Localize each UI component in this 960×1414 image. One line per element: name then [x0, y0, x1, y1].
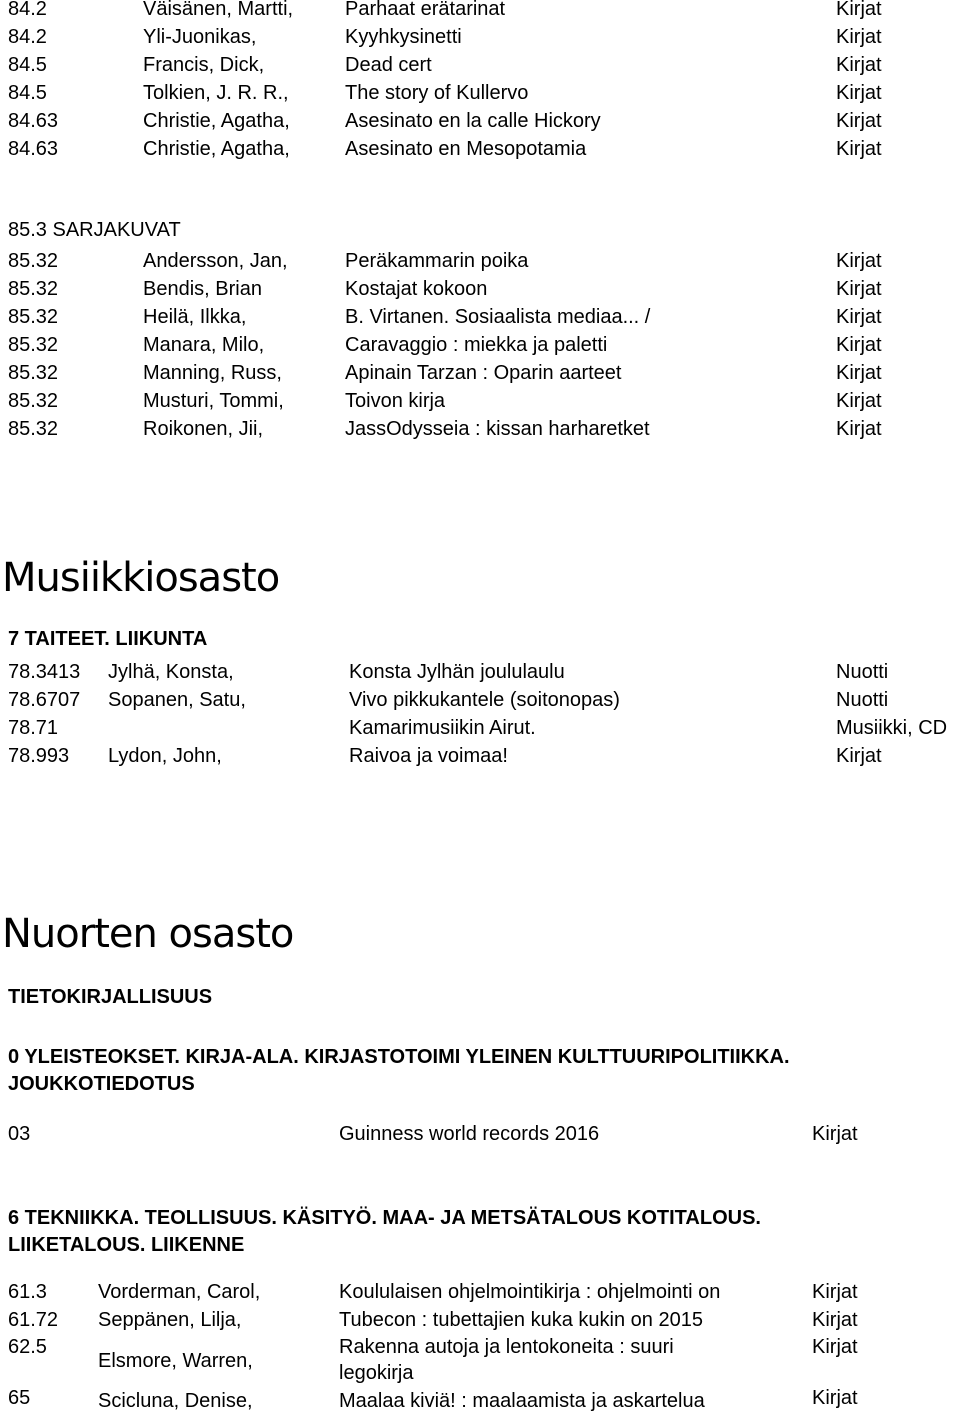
- class-code: 85.32: [8, 250, 59, 272]
- table-row: [0, 715, 960, 741]
- material-type: Kirjat: [836, 306, 882, 328]
- material-type: Kirjat: [812, 1336, 858, 1358]
- section-heading-taiteet: 7 TAITEET. LIIKUNTA: [8, 628, 208, 650]
- table-row: [0, 1385, 960, 1411]
- class-code: 84.63: [8, 138, 59, 160]
- material-type: Kirjat: [836, 54, 882, 76]
- title: Guinness world records 2016: [339, 1123, 600, 1145]
- table-row: [0, 136, 960, 162]
- author: Yli-Juonikas,: [143, 26, 257, 48]
- class-code: 03: [8, 1123, 31, 1145]
- material-type: Kirjat: [836, 26, 882, 48]
- title: Apinain Tarzan : Oparin aarteet: [345, 362, 622, 384]
- author: Väisänen, Martti,: [143, 0, 294, 20]
- author: Seppänen, Lilja,: [98, 1309, 242, 1331]
- class-code: 84.5: [8, 54, 47, 76]
- class-code: 61.72: [8, 1309, 59, 1331]
- material-type: Kirjat: [812, 1387, 858, 1409]
- title: Konsta Jylhän joululaulu: [349, 661, 565, 683]
- title: The story of Kullervo: [345, 82, 529, 104]
- class-code: 85.32: [8, 278, 59, 300]
- title: Parhaat erätarinat: [345, 0, 506, 20]
- section-heading-tekniikka: 6 TEKNIIKKA. TEOLLISUUS. KÄSITYÖ. MAA- JA METSÄTALOUS KOTITALOUS. LIIKETALOUS. LIIKENNE: [8, 1207, 761, 1256]
- material-type: Kirjat: [836, 250, 882, 272]
- class-code: 84.2: [8, 0, 47, 20]
- title: Toivon kirja: [345, 390, 446, 412]
- section-heading-tieto: TIETOKIRJALLISUUS: [8, 986, 213, 1008]
- title: Dead cert: [345, 54, 432, 76]
- title: Asesinato en la calle Hickory: [345, 110, 601, 132]
- table-row: [0, 659, 960, 685]
- title: Koululaisen ohjelmointikirja : ohjelmointi on: [339, 1281, 721, 1303]
- material-type: Kirjat: [836, 334, 882, 356]
- title: Raivoa ja voimaa!: [349, 745, 508, 767]
- class-code: 62.5: [8, 1336, 47, 1358]
- table-row: [0, 388, 960, 414]
- class-code: 78.71: [8, 717, 59, 739]
- author: Heilä, Ilkka,: [143, 306, 247, 328]
- table-row: [0, 1307, 960, 1333]
- material-type: Kirjat: [836, 138, 882, 160]
- title: Maalaa kiviä! : maalaamista ja askartelua: [339, 1390, 705, 1412]
- material-type: Nuotti: [836, 661, 889, 683]
- class-code: 78.6707: [8, 689, 81, 711]
- title: Kostajat kokoon: [345, 278, 488, 300]
- title: Caravaggio : miekka ja paletti: [345, 334, 608, 356]
- class-code: 85.32: [8, 306, 59, 328]
- material-type: Kirjat: [836, 82, 882, 104]
- table-row: [0, 1334, 960, 1390]
- class-code: 84.63: [8, 110, 59, 132]
- class-code: 85.32: [8, 418, 59, 440]
- material-type: Musiikki, CD: [836, 717, 948, 739]
- author: Lydon, John,: [108, 745, 222, 767]
- table-row: [0, 24, 960, 50]
- material-type: Kirjat: [836, 745, 882, 767]
- author: Andersson, Jan,: [143, 250, 288, 272]
- title: JassOdysseia : kissan harharetket: [345, 418, 650, 440]
- material-type: Kirjat: [812, 1123, 858, 1145]
- table-row: [0, 687, 960, 713]
- section-heading-sarjakuvat: 85.3 SARJAKUVAT: [8, 219, 181, 241]
- material-type: Kirjat: [836, 390, 882, 412]
- class-code: 61.3: [8, 1281, 47, 1303]
- title: Rakenna autoja ja lentokoneita : suuri: [339, 1336, 674, 1358]
- table-row: [0, 1279, 960, 1305]
- title: Peräkammarin poika: [345, 250, 529, 272]
- author: Manara, Milo,: [143, 334, 265, 356]
- author: Francis, Dick,: [143, 54, 265, 76]
- title: Asesinato en Mesopotamia: [345, 138, 587, 160]
- material-type: Kirjat: [836, 362, 882, 384]
- material-type: Kirjat: [836, 110, 882, 132]
- table-row: [0, 360, 960, 386]
- title: Vivo pikkukantele (soitonopas): [349, 689, 620, 711]
- title: B. Virtanen. Sosiaalista mediaa... /: [345, 306, 651, 328]
- author: Jylhä, Konsta,: [108, 661, 234, 683]
- author: Roikonen, Jii,: [143, 418, 264, 440]
- department-heading-music: Musiikkiosasto: [2, 555, 280, 601]
- class-code: 85.32: [8, 390, 59, 412]
- class-code: 78.993: [8, 745, 70, 767]
- material-type: Kirjat: [836, 0, 882, 20]
- title: Kamarimusiikin Airut.: [349, 717, 536, 739]
- class-code: 84.2: [8, 26, 47, 48]
- author: Scicluna, Denise,: [98, 1390, 253, 1412]
- title: Kyyhkysinetti: [345, 26, 462, 48]
- class-code: 78.3413: [8, 661, 81, 683]
- table-row: [0, 0, 960, 22]
- table-row: [0, 108, 960, 134]
- table-row: [0, 416, 960, 442]
- table-row: [0, 80, 960, 106]
- class-code: 65: [8, 1387, 31, 1409]
- author: Sopanen, Satu,: [108, 689, 246, 711]
- table-row: [0, 52, 960, 78]
- author: Christie, Agatha,: [143, 138, 290, 160]
- title: Tubecon : tubettajien kuka kukin on 2015: [339, 1309, 703, 1331]
- material-type: Kirjat: [836, 278, 882, 300]
- author: Bendis, Brian: [143, 278, 262, 300]
- table-row: [0, 332, 960, 358]
- title-continuation: legokirja: [339, 1362, 414, 1384]
- author: Elsmore, Warren,: [98, 1350, 253, 1372]
- class-code: 85.32: [8, 362, 59, 384]
- material-type: Nuotti: [836, 689, 889, 711]
- class-code: 84.5: [8, 82, 47, 104]
- author: Christie, Agatha,: [143, 110, 290, 132]
- table-row: [0, 248, 960, 274]
- material-type: Kirjat: [812, 1281, 858, 1303]
- author: Musturi, Tommi,: [143, 390, 284, 412]
- author: Tolkien, J. R. R.,: [143, 82, 289, 104]
- author: Vorderman, Carol,: [98, 1281, 261, 1303]
- table-row: [0, 743, 960, 769]
- table-row: [0, 304, 960, 330]
- department-heading-youth: Nuorten osasto: [2, 911, 294, 957]
- author: Manning, Russ,: [143, 362, 282, 384]
- class-code: 85.32: [8, 334, 59, 356]
- material-type: Kirjat: [812, 1309, 858, 1331]
- material-type: Kirjat: [836, 418, 882, 440]
- table-row: [0, 276, 960, 302]
- table-row: [0, 1121, 960, 1147]
- section-heading-yleisteokset: 0 YLEISTEOKSET. KIRJA-ALA. KIRJASTOTOIMI YLEINEN KULTTUURIPOLITIIKKA. JOUKKOTIEDOTUS: [8, 1046, 790, 1095]
